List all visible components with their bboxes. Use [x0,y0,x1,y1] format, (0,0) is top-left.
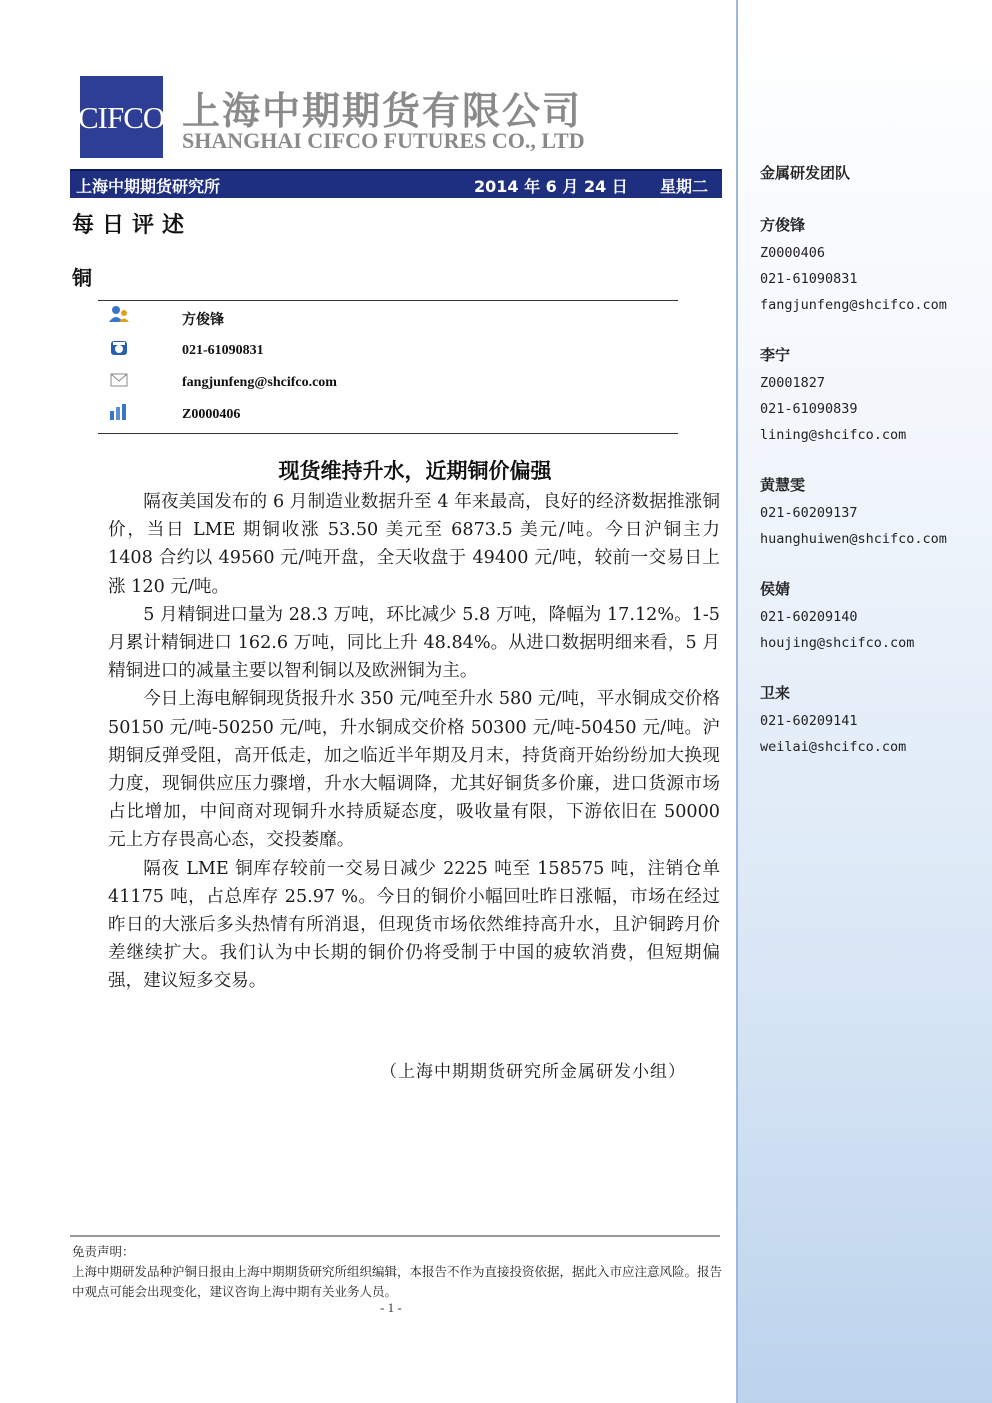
team-member-email[interactable]: fangjunfeng@shcifco.com [760,297,947,313]
team-member [760,682,990,760]
report-date: 2014 年 6 月 24 日 [474,177,628,196]
team-member-email[interactable]: lining@shcifco.com [760,427,907,443]
section-title: 每日评述 [72,213,193,238]
team-member [760,344,990,448]
disclaimer-title: 免责声明： [72,1244,135,1259]
team-member [760,474,990,552]
team-member-name: 方俊锋 [760,216,806,234]
author-email-row[interactable] [98,371,678,401]
team-member-email[interactable]: huanghuiwen@shcifco.com [760,531,947,547]
article-paragraph: 隔夜 LME 铜库存较前一交易日减少 2225 吨至 158575 吨，注销仓单 41175 吨，占总库存 25.97 %。今日的铜价小幅回吐昨日涨幅，市场在经过昨日的大涨后多头热情有所消退，但现货市场依然维持高升水，且沪铜跨月价差继续扩大。我们认为中长期的铜价仍将受制于中国的疲软消费，但短期偏强，建议短多交易。 [108,858,720,992]
company-name-cn: 上海中期期货有限公司 [182,89,583,133]
team-member-name: 侯婧 [760,580,791,598]
team-member-name: 李宁 [760,346,791,364]
team-member [760,578,990,656]
article-paragraph: 隔夜美国发布的 6 月制造业数据升至 4 年来最高，良好的经济数据推涨铜价，当日 LME 期铜收涨 53.50 美元至 6873.5 美元/吨。今日沪铜主力 1408 合约以 49560 元/吨开盘，全天收盘于 49400 元/吨，较前一交易日上涨 120 元/吨。 [108,492,720,597]
author-phone: 021-61090831 [182,343,264,358]
header-bar [70,169,722,198]
team-member-name: 黄慧雯 [760,476,806,494]
author-name: 方俊锋 [182,313,224,328]
article-title: 现货维持升水，近期铜价偏强 [278,459,552,483]
disclaimer-text: 上海中期研发品种沪铜日报由上海中期期货研究所组织编辑，本报告不作为直接投资依据，据此入市应注意风险。报告中观点可能会出现变化，建议咨询上海中期有关业务人员。 [72,1264,723,1299]
article-signature: （上海中期期货研究所金属研发小组） [380,1062,686,1082]
envelope-icon [108,371,130,389]
disclaimer [72,1242,722,1302]
team-member-phone: 021-61090839 [760,401,858,417]
article-body [108,488,720,996]
team-member-phone: 021-60209137 [760,505,858,521]
person-icon [108,305,130,323]
team-member-name: 卫来 [760,684,791,702]
author-license-row [98,403,678,433]
company-name-en: SHANGHAI CIFCO FUTURES CO., LTD [182,128,585,153]
sidebar-title: 金属研发团队 [760,164,851,182]
article-paragraph: 5 月精铜进口量为 28.3 万吨，环比减少 5.8 万吨，降幅为 17.12%。1-5 月累计精铜进口 162.6 万吨，同比上升 48.84%。从进口数据明细来看，5 月精铜进口的减量主要以智利铜以及欧洲铜为主。 [108,604,720,682]
author-phone-row [98,339,678,369]
sidebar [736,0,992,1403]
author-email[interactable]: fangjunfeng@shcifco.com [182,375,337,390]
team-member-phone: 021-61090831 [760,271,858,287]
team-member-phone: 021-60209140 [760,609,858,625]
article-paragraph: 今日上海电解铜现货报升水 350 元/吨至升水 580 元/吨，平水铜成交价格 50150 元/吨-50250 元/吨，升水铜成交价格 50300 元/吨-50450 元/吨。沪期铜反弹受阻，高开低走，加之临近半年期及月末，持货商开始纷纷加大换现力度，现铜供应压力骤增，升水大幅调降，尤其好铜货多价廉，进口货源市场占比增加，中间商对现铜升水持质疑态度，吸收量有限，下游依旧在 50000 元上方存畏高心态，交投萎靡。 [108,689,720,851]
team-member [760,214,990,318]
team-member-email[interactable]: weilai@shcifco.com [760,739,907,755]
team-member-license: Z0001827 [760,375,826,391]
team-member-license: Z0000406 [760,245,826,261]
team-member-email[interactable]: houjing@shcifco.com [760,635,915,651]
commodity-title: 铜 [72,266,92,290]
logo-text: CIFCO [78,100,165,135]
author-contact-box [98,300,678,434]
page-number: - 1 - [380,1300,402,1315]
chart-icon [108,403,130,421]
institute-name: 上海中期期货研究所 [76,177,221,196]
author-license: Z0000406 [182,407,241,422]
phone-icon [108,339,130,357]
report-weekday: 星期二 [660,177,709,196]
team-member-phone: 021-60209141 [760,713,858,729]
footer-divider [70,1235,720,1237]
author-name-row [98,305,678,335]
